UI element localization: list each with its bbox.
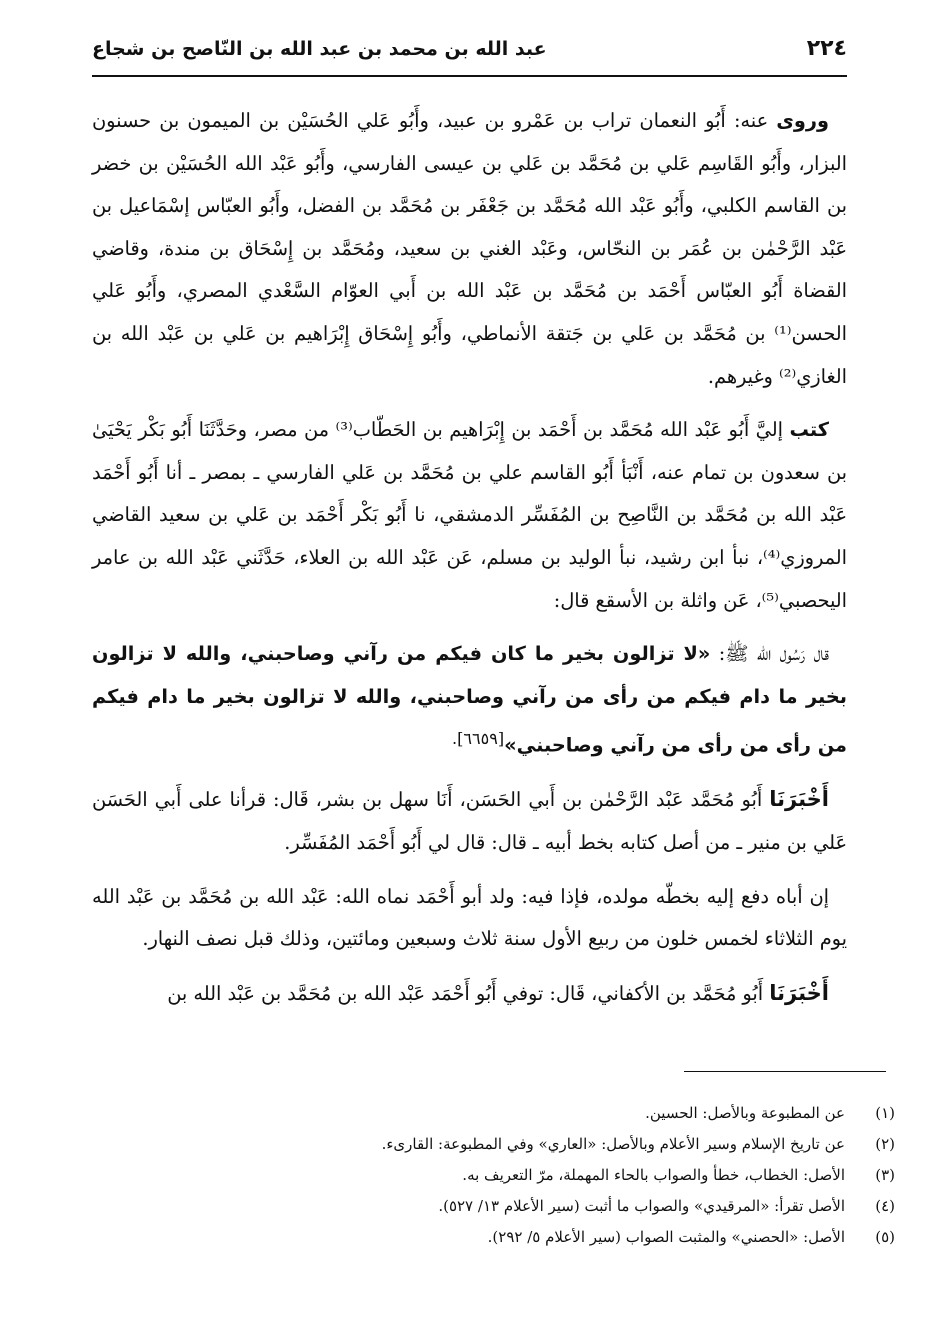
paragraph-isnad — [92, 409, 847, 622]
footnotes — [92, 1098, 895, 1253]
paragraph-lead-word: وروى — [776, 109, 829, 132]
paragraph-akhbarana-1 — [92, 778, 847, 864]
page-number: ٢٢٤ — [806, 36, 847, 61]
footnote-number: (١) — [875, 1104, 895, 1122]
footnote-number: (٣) — [875, 1166, 895, 1184]
footnote — [92, 1098, 895, 1129]
footnote-text: الأصل تقرأ: «المرقيدي» والصواب ما أثبت (سير الأعلام ١٣/ ٥٢٧). — [438, 1197, 845, 1215]
hadith-intro: قال رَسُول الله ﷺ: — [710, 642, 829, 666]
footnote — [92, 1129, 895, 1160]
footnote-text: الأصل: «الحصني» والمثبت الصواب (سير الأعلام ٥/ ٢٩٢). — [487, 1228, 845, 1246]
footnote-text: الأصل: الخطاب، خطأ والصواب بالحاء المهملة، مرّ التعريف به. — [462, 1166, 845, 1184]
paragraph-text: عنه: أَبُو النعمان تراب بن عَمْرو بن عبيد، وأَبُو عَلي الحُسَيْن بن الميمون بن حسنون البزار، وأَبُو القَاسِم عَلي بن مُحَمَّد بن عَلي بن عيسى الفارسي، وأَبُو عَبْد الله الحُسَيْن بن خضر بن القاسم الكلبي، وأَبُو عَبْد الله مُحَمَّد بن جَعْفَر بن مُحَمَّد بن الفضل، وأَبُو العبّاس إسْمَاعيل بن عَبْد الرَّحْمٰن بن عُمَر بن النحّاس، وعَبْد الغني بن سعيد، ومُحَمَّد بن إِسْحَاق بن مندة، وقاضي القضاة أَبُو العبّاس أَحْمَد بن مُحَمَّد بن عَبْد الله بن أَبي العوّام السَّعْدي المصري، وأَبُو عَلي الحسن⁽¹⁾ بن مُحَمَّد بن عَلي بن جَتقة الأنماطي، وأَبُو إِسْحَاق إِبْرَاهيم بن عَلي بن عَبْد الله بن الغازي⁽²⁾ وغيرهم. — [92, 109, 847, 388]
footnote — [92, 1160, 895, 1191]
paragraph-lead-word: أَخْبَرَنَا — [769, 980, 829, 1005]
footnote-number: (٤) — [875, 1197, 895, 1215]
paragraph-text: إن أباه دفع إليه بخطّه مولده، فإذا فيه: ولد أبو أَحْمَد نماه الله: عَبْد الله بن مُحَمَّد بن عَبْد الله يوم الثلاثاء لخمس خلون من ربيع الأول سنة ثلاث وسبعين ومائتين، وذلك قبل نصف النهار. — [92, 884, 847, 951]
paragraph-hadith — [92, 633, 847, 767]
footnote-text: عن تاريخ الإسلام وسير الأعلام وبالأصل: «العاري» وفي المطبوعة: القارىء. — [381, 1135, 845, 1153]
hadith-text: «لا تزالون بخير ما كان فيكم من رآني وصاحبني، والله لا تزالون بخير ما دام فيكم من رأى من رآني وصاحبني، والله لا تزالون بخير ما دام فيكم من رأى من رأى من رآني وصاحبني» — [92, 642, 847, 757]
page-header — [92, 32, 847, 72]
running-title: عبد الله بن محمد بن عبد الله بن النّاصح بن شجاع — [92, 38, 547, 60]
paragraph-text: أَبُو مُحَمَّد عَبْد الرَّحْمٰن بن أَبي الحَسَن، أَنَا سهل بن بشر، قَال: قرأنا على أَبي الحَسَن عَلي بن منير ـ من أصل كتابه بخط أبيه ـ قال: قال لي أَبُو أَحْمَد المُفَسِّر. — [92, 788, 847, 854]
footnote-number: (٥) — [875, 1228, 895, 1246]
paragraph-akhbarana-2 — [92, 972, 847, 1016]
paragraph-lead-word: كتب — [789, 418, 830, 442]
footnote — [92, 1222, 895, 1253]
paragraph-text: إليَّ أَبُو عَبْد الله مُحَمَّد بن أَحْمَد بن إِبْرَاهيم بن الحَطّاب⁽³⁾ من مصر، وحَدَّثَنَا أَبُو بَكْر يَحْيَىٰ بن سعدون بن تمام عنه، أَنْبَأ أَبُو القاسم علي بن مُحَمَّد بن عَلي الفارسي ـ بمصر ـ أنا أَبُو أَحْمَد عَبْد الله بن مُحَمَّد بن النَّاصِح بن المُفَسِّر الدمشقي، نا أَبُو بَكْر أَحْمَد بن عَلي بن سعيد القاضي المروزي⁽⁴⁾، نبأ ابن رشيد، نبأ الوليد بن مسلم، عَن عَبْد الله بن العلاء، حَدَّثَني عَبْد الله بن عامر اليحصبي⁽⁵⁾، عَن واثلة بن الأسقع قال: — [92, 418, 847, 612]
main-text — [92, 100, 847, 1026]
paragraph-narrators — [92, 100, 847, 398]
paragraph-lead-word: أَخْبَرَنَا — [769, 787, 829, 812]
paragraph-text: أَبُو مُحَمَّد بن الأكفاني، قَال: توفي أَبُو أَحْمَد عَبْد الله بن مُحَمَّد بن عَبْد الله بن — [167, 981, 770, 1005]
footnote-separator — [684, 1071, 886, 1072]
footnote — [92, 1191, 895, 1222]
footnote-text: عن المطبوعة وبالأصل: الحسين. — [645, 1104, 845, 1122]
footnote-number: (٢) — [875, 1135, 895, 1153]
paragraph-birth — [92, 876, 847, 961]
header-rule — [92, 75, 847, 77]
hadith-reference: [٦٦٥٩]. — [451, 729, 505, 749]
